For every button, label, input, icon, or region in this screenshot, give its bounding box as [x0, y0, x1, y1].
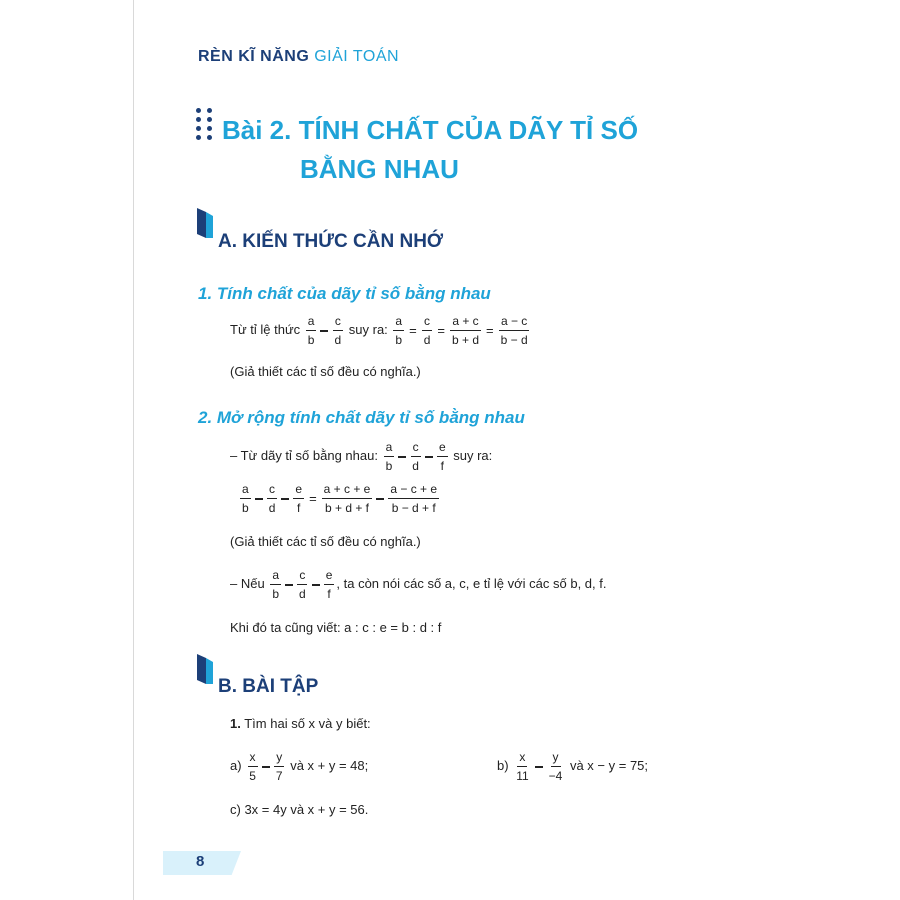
khi-do-text: Khi đó ta cũng viết: a : c : e = b : d : f	[230, 620, 442, 635]
exercise-1-prompt: 1. Tìm hai số x và y biết:	[230, 716, 371, 731]
page-margin-right	[797, 0, 900, 900]
fraction-c-d: $\frac{c}{d}$	[299, 568, 306, 601]
subsection-2-title: 2. Mở rộng tính chất dãy tỉ số bằng nhau	[198, 408, 525, 427]
extended-line-1: – Từ dãy tỉ số bằng nhau: $\frac{a}{b}$ $\frac{c}{d}$ $\frac{e}{f}$ suy ra:	[230, 440, 493, 473]
fraction-diff: $\frac{a - c}{b - d}$	[500, 314, 528, 347]
page-number: 8	[196, 853, 205, 870]
fraction-c-d: $\frac{c}{d}$	[423, 314, 431, 347]
section-marker-icon	[197, 654, 213, 684]
lesson-title-line1: Bài 2. TÍNH CHẤT CỦA DÃY TỈ SỐ	[222, 115, 639, 145]
note-text-1: (Giả thiết các tỉ số đều có nghĩa.)	[230, 364, 421, 379]
fraction-x-5: $\frac{x}{5}$	[249, 750, 256, 783]
exercise-1a: a) $\frac{x}{5}$ $\frac{y}{7}$ và x + y = 48;	[230, 750, 369, 783]
extended-formula: $\frac{a}{b}$ $\frac{c}{d}$ $\frac{e}{f}$ = $\frac{a + c + e}{b + d + f}$ $\frac{a - c + e}{b - d + f}$	[242, 482, 438, 515]
exercise-1c: c) 3x = 4y và x + y = 56.	[230, 802, 369, 817]
section-a-heading: A. KIẾN THỨC CẦN NHỚ	[218, 231, 444, 252]
fraction-a-b: $\frac{a}{b}$	[242, 482, 249, 515]
series-title-main: RÈN KĨ NĂNG	[198, 48, 310, 65]
formula-lead-text: Từ tỉ lệ thức	[230, 321, 301, 337]
section-marker-icon	[197, 208, 213, 238]
equals-mark	[320, 330, 328, 332]
fraction-c-d: $\frac{c}{d}$	[412, 440, 419, 473]
property-formula-line: Từ tỉ lệ thức $\frac{a}{b}$ $\frac{c}{d}$ suy ra: $\frac{a}{b}$ = $\frac{c}{d}$ = $\frac{a + c}{b + d}$ = $\frac{a - c}{b - d}$	[230, 314, 528, 347]
fraction-e-f: $\frac{e}{f}$	[438, 440, 446, 473]
lesson-title-line2: BẰNG NHAU	[300, 154, 459, 184]
fraction-a-b: $\frac{a}{b}$	[385, 440, 393, 473]
exercise-1b: b) $\frac{x}{11}$ $\frac{y}{-4}$ và x − y = 75;	[497, 750, 649, 783]
fraction-a-b: $\frac{a}{b}$	[395, 314, 403, 347]
fraction-a-b: $\frac{a}{b}$	[272, 568, 280, 601]
suy-ra-text: suy ra:	[348, 321, 388, 337]
neu-line: – Nếu $\frac{a}{b}$ $\frac{c}{d}$ $\frac{e}{f}$ , ta còn nói các số a, c, e tỉ lệ với các số b, d, f.	[230, 568, 607, 601]
fraction-alt3: $\frac{a - c + e}{b - d + f}$	[390, 482, 438, 515]
fraction-x-11: $\frac{x}{11}$	[516, 750, 529, 783]
fraction-y-7: $\frac{y}{7}$	[275, 750, 283, 783]
fraction-c-d: $\frac{c}{d}$	[334, 314, 342, 347]
fraction-a-b: $\frac{a}{b}$	[307, 314, 315, 347]
dots-icon	[196, 108, 214, 144]
note-text-2: (Giả thiết các tỉ số đều có nghĩa.)	[230, 534, 421, 549]
subsection-1-title: 1. Tính chất của dãy tỉ số bằng nhau	[198, 284, 491, 303]
fraction-sum3: $\frac{a + c + e}{b + d + f}$	[323, 482, 371, 515]
fraction-e-f: $\frac{e}{f}$	[325, 568, 333, 601]
fraction-e-f: $\frac{e}{f}$	[295, 482, 303, 515]
section-b-heading: B. BÀI TẬP	[218, 676, 319, 697]
fraction-c-d: $\frac{c}{d}$	[268, 482, 276, 515]
series-title-sub: GIẢI TOÁN	[314, 48, 400, 65]
series-header	[198, 48, 399, 66]
fraction-y-neg4: $\frac{y}{-4}$	[548, 750, 563, 783]
fraction-sum: $\frac{a + c}{b + d}$	[451, 314, 480, 347]
